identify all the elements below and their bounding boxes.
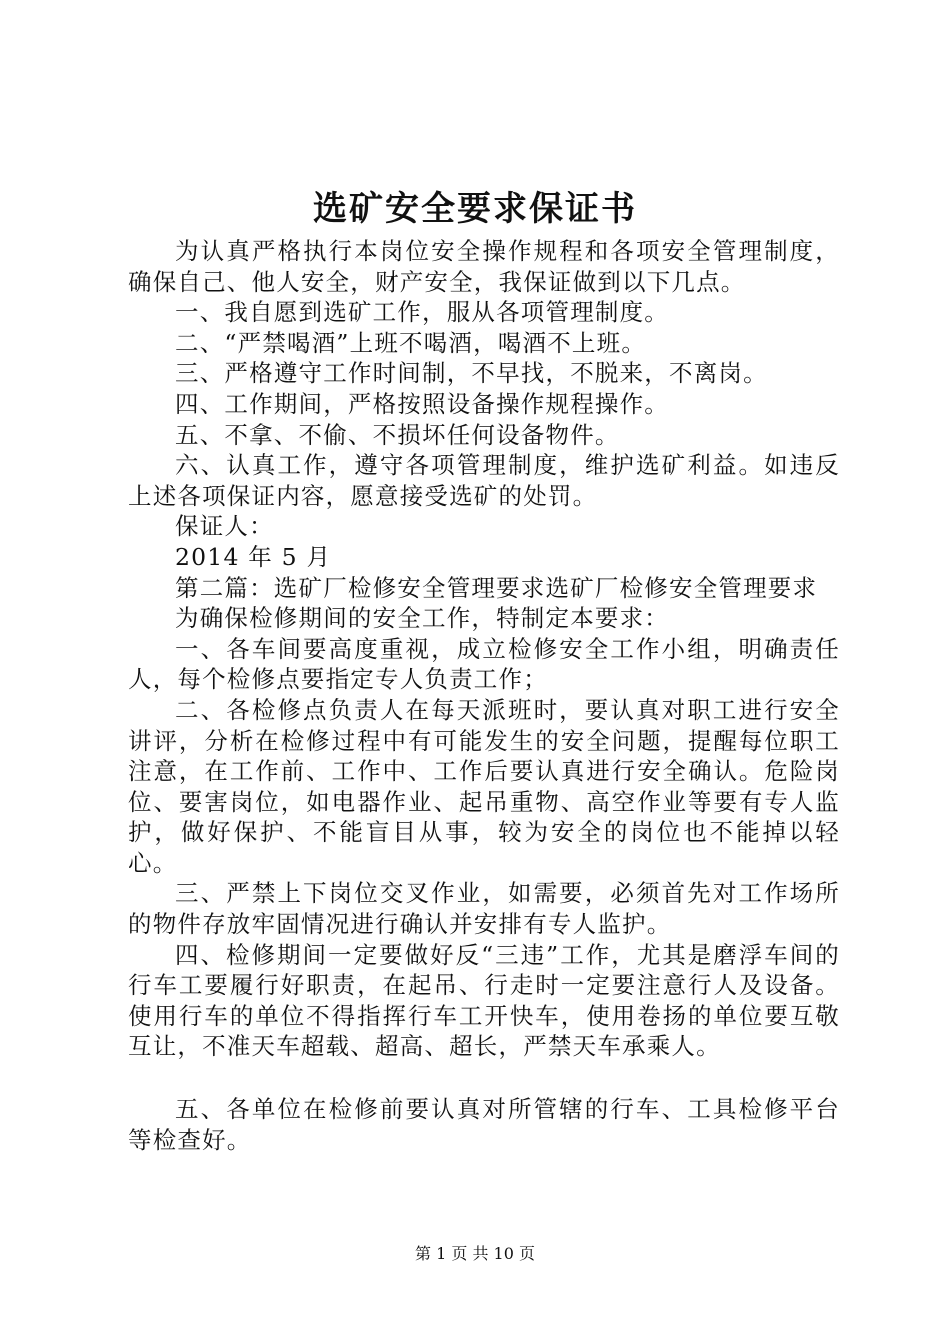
pledge-item-3: 三、严格遵守工作时间制，不早找，不脱来，不离岗。 [175,359,768,388]
page-footer: 第 1 页 共 10 页 [415,1244,535,1263]
pledge-item-5: 五、不拿、不偷、不损坏任何设备物件。 [175,420,620,449]
date-line: 2014 年 5 月 [175,542,332,571]
pledge-item-2: 二、“严禁喝酒”上班不喝酒，喝酒不上班。 [175,328,647,357]
pledge-item-1: 一、我自愿到选矿工作，服从各项管理制度。 [175,298,669,327]
document-title: 选矿安全要求保证书 [313,189,637,229]
pledge-item-4: 四、工作期间，严格按照设备操作规程操作。 [175,389,669,418]
requirement-item-4: 四、检修期间一定要做好反“三违”工作，尤其是磨浮车间的行车工要履行好职责，在起吊、行走时一定要注意行人及设备。使用行车的单位不得指挥行车工开快车，使用卷扬的单位要互敬互让，不准天车超载、超高、超长，严禁天车承乘人。 [128,940,840,1061]
document-body [128,236,840,1155]
intro-paragraph: 为认真严格执行本岗位安全操作规程和各项安全管理制度，确保自己、他人安全，财产安全，我保证做到以下几点。 [128,237,840,296]
requirement-item-5: 五、各单位在检修前要认真对所管辖的行车、工具检修平台等检查好。 [128,1095,840,1154]
requirement-item-3: 三、严禁上下岗位交叉作业，如需要，必须首先对工作场所的物件存放牢固情况进行确认并安排有专人监护。 [128,879,840,939]
paragraph-spacer [128,1062,840,1094]
pledge-item-6: 六、认真工作，遵守各项管理制度，维护选矿利益。如违反上述各项保证内容，愿意接受选矿的处罚。 [128,451,840,510]
requirement-item-2: 二、各检修点负责人在每天派班时，要认真对职工进行安全讲评，分析在检修过程中有可能发生的安全问题，提醒每位职工注意，在工作前、工作中、工作后要认真进行安全确认。危险岗位、要害岗位，如电器作业、起吊重物、高空作业等要有专人监护，做好保护、不能盲目从事，较为安全的岗位也不能掉以轻心。 [128,695,840,877]
second-article-intro: 为确保检修期间的安全工作，特制定本要求： [175,604,669,633]
guarantor-label: 保证人： [175,512,274,541]
requirement-item-1: 一、各车间要高度重视，成立检修安全工作小组，明确责任人，每个检修点要指定专人负责工作； [128,634,840,694]
second-article-heading: 第二篇：选矿厂检修安全管理要求选矿厂检修安全管理要求 [175,573,818,602]
